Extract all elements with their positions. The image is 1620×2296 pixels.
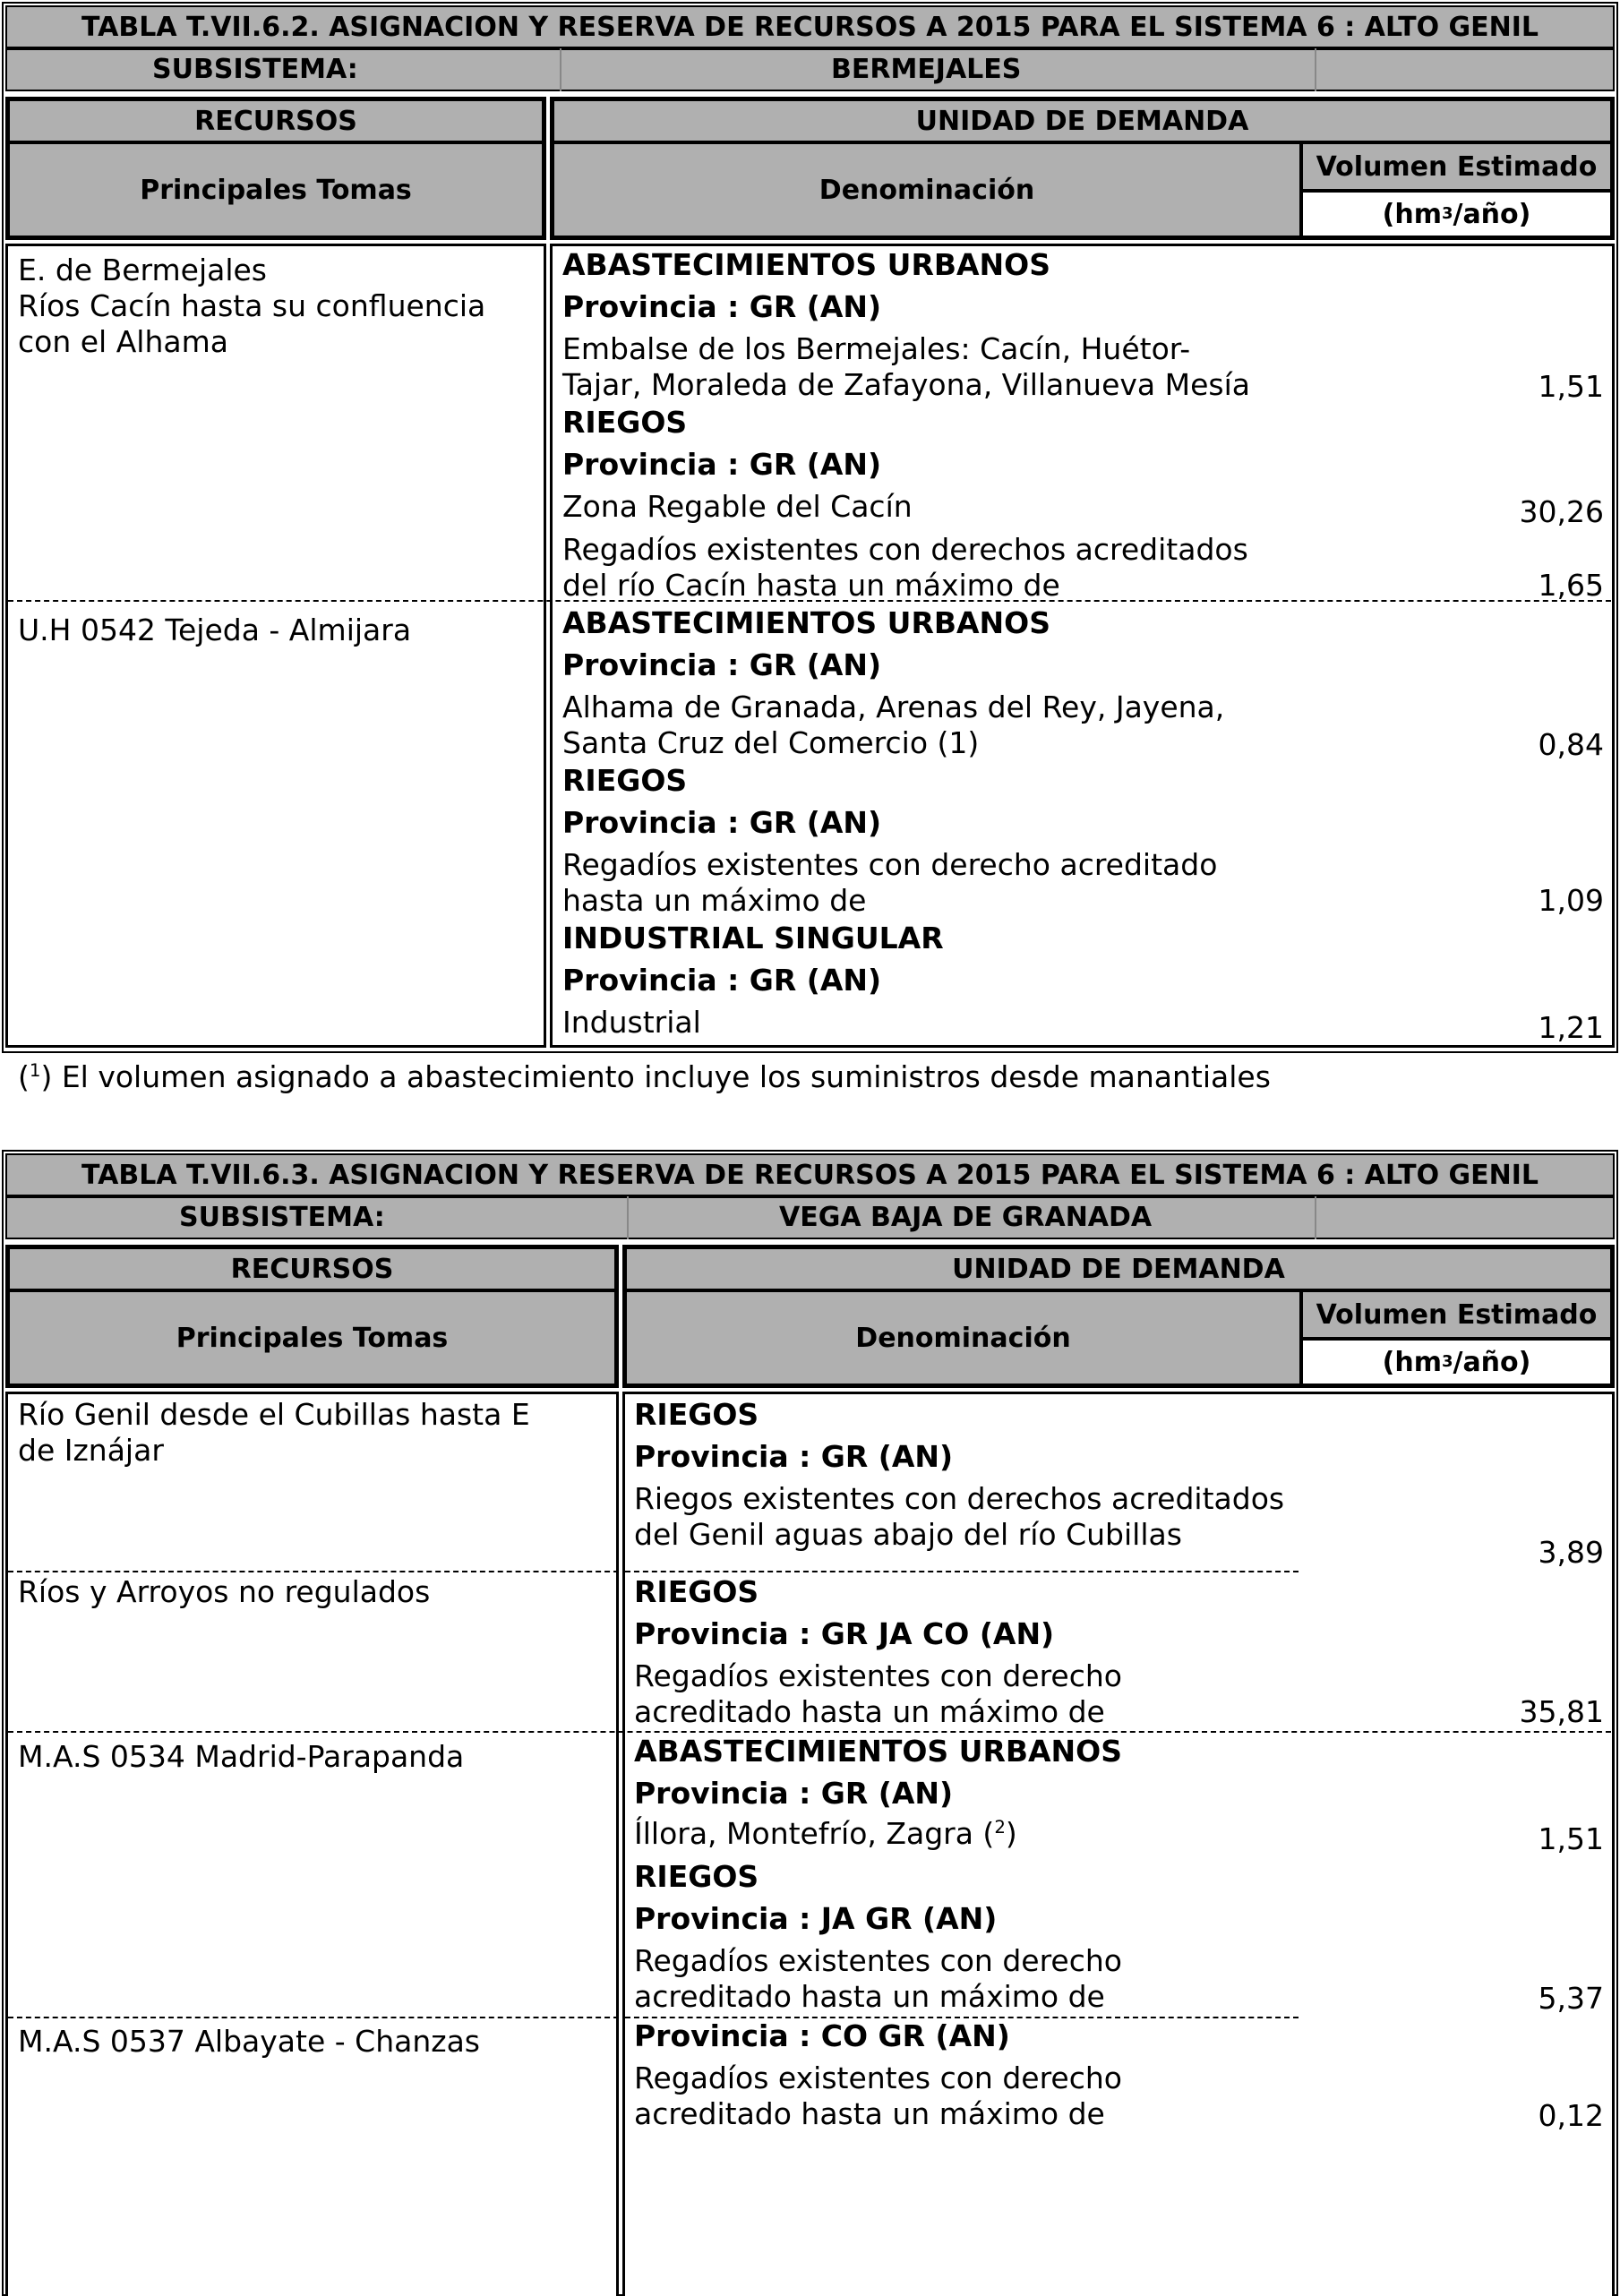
row-divider <box>625 1571 1299 1572</box>
unidad-header: UNIDAD DE DEMANDA <box>625 1247 1612 1290</box>
demand-line: Zona Regable del Cacín <box>562 489 913 524</box>
denominacion-header: Denominación <box>625 1290 1301 1385</box>
category-heading: ABASTECIMIENTOS URBANOS <box>562 247 1050 282</box>
principales-header: Principales Tomas <box>8 1290 616 1385</box>
demand-line: Regadíos existentes con derecho <box>634 1943 1122 1978</box>
volume-value: 1,09 <box>1538 883 1604 918</box>
province-heading: Provincia : GR (AN) <box>562 647 882 682</box>
demand-line: del Genil aguas abajo del río Cubillas <box>634 1517 1182 1552</box>
resource-line: M.A.S 0534 Madrid-Parapanda <box>18 1739 465 1774</box>
recursos-header: RECURSOS <box>8 1247 616 1290</box>
subsistema-value: VEGA BAJA DE GRANADA <box>779 1202 1153 1233</box>
demand-line: acreditado hasta un máximo de <box>634 2096 1105 2131</box>
demand-line: Alhama de Granada, Arenas del Rey, Jayena, <box>562 690 1225 724</box>
subsistema-divider <box>560 48 561 91</box>
table-title: TABLA T.VII.6.2. ASIGNACION Y RESERVA DE RECURSOS A 2015 PARA EL SISTEMA 6 : ALTO GENIL <box>5 5 1615 48</box>
recursos-header: RECURSOS <box>8 99 544 142</box>
resource-line: Ríos y Arroyos no regulados <box>18 1574 431 1609</box>
category-heading: RIEGOS <box>634 1574 759 1609</box>
footnote <box>18 1059 1271 1095</box>
denominacion-header: Denominación <box>553 142 1301 237</box>
subsistema-divider <box>627 1196 629 1239</box>
province-heading: Provincia : GR (AN) <box>562 289 882 324</box>
category-heading: RIEGOS <box>562 763 688 798</box>
volume-value: 1,51 <box>1538 1821 1604 1856</box>
province-heading: Provincia : GR (AN) <box>562 963 882 998</box>
resource-line: de Iznájar <box>18 1433 164 1468</box>
row-divider <box>8 2017 619 2018</box>
province-heading: Provincia : GR (AN) <box>562 447 882 482</box>
footnote-sup: 1 <box>29 1060 41 1081</box>
category-heading: INDUSTRIAL SINGULAR <box>562 921 944 955</box>
resource-line: Ríos Cacín hasta su confluencia <box>18 288 486 323</box>
demand-line: Regadíos existentes con derecho <box>634 1658 1122 1693</box>
category-heading: ABASTECIMIENTOS URBANOS <box>562 605 1050 640</box>
subsistema-value: BERMEJALES <box>831 54 1022 85</box>
unit-pre: (hm <box>1382 1346 1442 1378</box>
demand-line: Industrial <box>562 1005 701 1040</box>
province-heading: Provincia : GR JA CO (AN) <box>634 1616 1055 1651</box>
province-heading: Provincia : GR (AN) <box>634 1439 954 1474</box>
demand-line: Regadíos existentes con derechos acreditados <box>562 532 1248 567</box>
province-heading: Provincia : GR (AN) <box>562 805 882 840</box>
province-heading: Provincia : JA GR (AN) <box>634 1901 998 1936</box>
demand-line: Embalse de los Bermejales: Cacín, Huétor- <box>562 331 1191 366</box>
volume-value: 0,12 <box>1538 2098 1604 2133</box>
volume-value: 1,65 <box>1538 568 1604 603</box>
resource-line: M.A.S 0537 Albayate - Chanzas <box>18 2024 480 2059</box>
unit-header: (hm 3 /año) <box>1301 191 1612 237</box>
demand-line <box>634 1816 1017 1852</box>
demand-line: hasta un máximo de <box>562 883 867 918</box>
demand-line: Regadíos existentes con derecho acreditado <box>562 847 1218 882</box>
demand-line: acreditado hasta un máximo de <box>634 1694 1105 1729</box>
unit-header: (hm 3 /año) <box>1301 1339 1612 1385</box>
table-title: TABLA T.VII.6.3. ASIGNACION Y RESERVA DE RECURSOS A 2015 PARA EL SISTEMA 6 : ALTO GENIL <box>5 1153 1615 1196</box>
volume-value: 1,21 <box>1538 1010 1604 1045</box>
subsistema-divider-right <box>1315 48 1316 91</box>
subsistema-label: SUBSISTEMA: <box>152 54 358 85</box>
footnote-text: ) El volumen asignado a abastecimiento incluye los suministros desde manantiales <box>40 1059 1271 1094</box>
table-t-vii-6-3 <box>0 1148 1620 2286</box>
demand-line: Riegos existentes con derechos acreditados <box>634 1481 1285 1516</box>
demand-line-sup: 2 <box>994 1817 1006 1838</box>
demand-line-pre: Íllora, Montefrío, Zagra ( <box>634 1816 995 1851</box>
category-heading: RIEGOS <box>634 1397 759 1432</box>
category-heading: RIEGOS <box>562 405 688 440</box>
subsistema-divider-right <box>1315 1196 1316 1239</box>
category-heading: ABASTECIMIENTOS URBANOS <box>634 1734 1122 1769</box>
volume-value: 1,51 <box>1538 369 1604 404</box>
unit-pre: (hm <box>1382 198 1442 230</box>
volume-value: 3,89 <box>1538 1535 1604 1570</box>
recursos-body <box>5 1392 619 2296</box>
category-heading: RIEGOS <box>634 1859 759 1894</box>
unit-post: /año) <box>1453 1346 1531 1378</box>
volume-value: 35,81 <box>1519 1694 1604 1729</box>
resource-line: Río Genil desde el Cubillas hasta E <box>18 1397 530 1432</box>
volumen-header: Volumen Estimado <box>1301 1290 1612 1339</box>
resource-line: U.H 0542 Tejeda - Almijara <box>18 613 412 647</box>
volume-value: 5,37 <box>1538 1981 1604 2016</box>
footnote-open: ( <box>18 1059 30 1094</box>
demand-line: acreditado hasta un máximo de <box>634 1979 1105 2014</box>
resource-line: E. de Bermejales <box>18 253 268 287</box>
province-heading: Provincia : GR (AN) <box>634 1776 954 1811</box>
demand-line: Tajar, Moraleda de Zafayona, Villanueva Mesía <box>562 367 1250 402</box>
table-t-vii-6-2 <box>0 0 1620 1055</box>
principales-header: Principales Tomas <box>8 142 544 237</box>
province-heading: Provincia : CO GR (AN) <box>634 2018 1010 2053</box>
demand-line: Regadíos existentes con derecho <box>634 2060 1122 2095</box>
demand-line: Santa Cruz del Comercio (1) <box>562 725 980 760</box>
resource-line: con el Alhama <box>18 324 228 359</box>
row-divider <box>8 1731 1611 1733</box>
volumen-header: Volumen Estimado <box>1301 142 1612 191</box>
volume-value: 30,26 <box>1519 494 1604 529</box>
row-divider <box>8 1571 619 1572</box>
demand-line: del río Cacín hasta un máximo de <box>562 568 1060 603</box>
unidad-header: UNIDAD DE DEMANDA <box>553 99 1612 142</box>
subsistema-label: SUBSISTEMA: <box>179 1202 385 1233</box>
demand-line-post: ) <box>1005 1816 1017 1851</box>
unit-post: /año) <box>1453 198 1531 230</box>
volume-value: 0,84 <box>1538 727 1604 762</box>
